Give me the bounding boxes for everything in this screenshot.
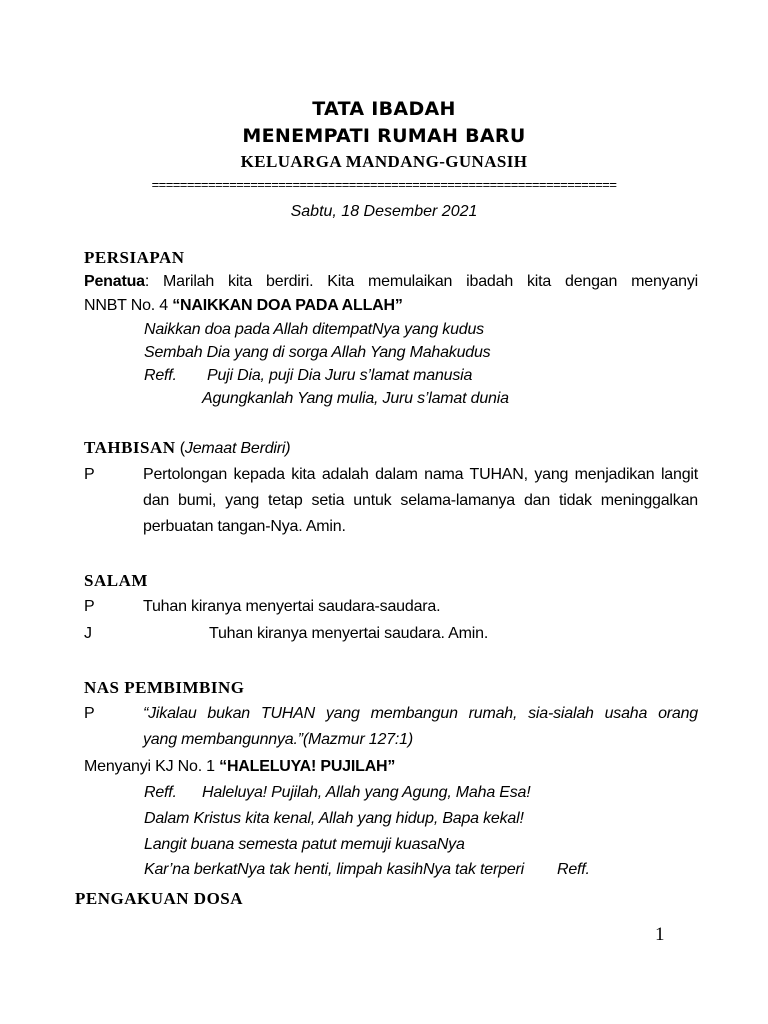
lyric-line: Sembah Dia yang di sorga Allah Yang Mahakudus: [144, 344, 491, 361]
reff-line: Haleluya! Pujilah, Allah yang Agung, Maha Esa!: [202, 784, 531, 801]
persiapan-line-2: [84, 297, 403, 315]
document-title: TATA IBADAH: [312, 98, 456, 120]
speaker-marker: P: [84, 598, 95, 615]
congregation-note: Jemaat Berdiri): [184, 440, 291, 457]
reff-label: Reff.: [144, 367, 177, 384]
speaker-marker: J: [84, 625, 92, 642]
hymn-title: “NAIKKAN DOA PADA ALLAH”: [172, 297, 403, 314]
reff-line: Puji Dia, puji Dia Juru s’lamat manusia: [207, 367, 473, 384]
persiapan-text: : Marilah kita berdiri. Kita memulaikan ibadah kita dengan menyanyi: [144, 273, 698, 290]
persiapan-line-1: [84, 273, 698, 291]
speaker-label: Penatua: [84, 273, 145, 290]
tahbisan-line: Pertolongan kepada kita adalah dalam nama TUHAN, yang menjadikan langit: [143, 466, 698, 483]
salam-congregation-text: Tuhan kiranya menyertai saudara. Amin.: [209, 625, 489, 642]
reff-line: Agungkanlah Yang mulia, Juru s’lamat dunia: [202, 390, 509, 407]
section-heading-tahbisan-row: [84, 438, 290, 458]
speaker-marker: P: [84, 466, 95, 483]
separator-rule: ==================================================================: [151, 177, 617, 192]
hymn-number: Menyanyi KJ No. 1: [84, 758, 220, 775]
reff-marker: Reff.: [557, 861, 590, 878]
family-name: KELUARGA MANDANG-GUNASIH: [240, 152, 528, 171]
note-open: (: [175, 440, 185, 457]
reff-label: Reff.: [144, 784, 177, 801]
tahbisan-line: dan bumi, yang tetap setia untuk selama-lamanya dan tidak meninggalkan: [143, 492, 698, 509]
hymn-title: “HALELUYA! PUJILAH”: [219, 758, 396, 775]
scripture-line: yang membangunnya.”(Mazmur 127:1): [143, 731, 413, 748]
hymn-number: NNBT No. 4: [84, 297, 173, 314]
page-number: 1: [655, 924, 665, 945]
section-heading-tahbisan: TAHBISAN: [84, 438, 176, 457]
lyric-line: Naikkan doa pada Allah ditempatNya yang kudus: [144, 321, 484, 338]
section-heading-persiapan: PERSIAPAN: [84, 248, 185, 267]
service-date: Sabtu, 18 Desember 2021: [290, 203, 478, 220]
hymn-intro-line: [84, 758, 395, 776]
tahbisan-line: perbuatan tangan-Nya. Amin.: [143, 518, 346, 535]
section-heading-nas-pembimbing: NAS PEMBIMBING: [84, 678, 245, 697]
section-heading-pengakuan-dosa: PENGAKUAN DOSA: [75, 889, 244, 908]
lyric-line: Dalam Kristus kita kenal, Allah yang hidup, Bapa kekal!: [144, 810, 524, 827]
document-subtitle: MENEMPATI RUMAH BARU: [242, 125, 526, 147]
lyric-line: Kar’na berkatNya tak henti, limpah kasihNya tak terperi: [144, 861, 525, 878]
scripture-line: “Jikalau bukan TUHAN yang membangun rumah, sia-sialah usaha orang: [143, 705, 698, 722]
speaker-marker: P: [84, 705, 95, 722]
lyric-line: Langit buana semesta patut memuji kuasaNya: [144, 836, 465, 853]
salam-leader-text: Tuhan kiranya menyertai saudara-saudara.: [143, 598, 441, 615]
section-heading-salam: SALAM: [84, 571, 148, 590]
